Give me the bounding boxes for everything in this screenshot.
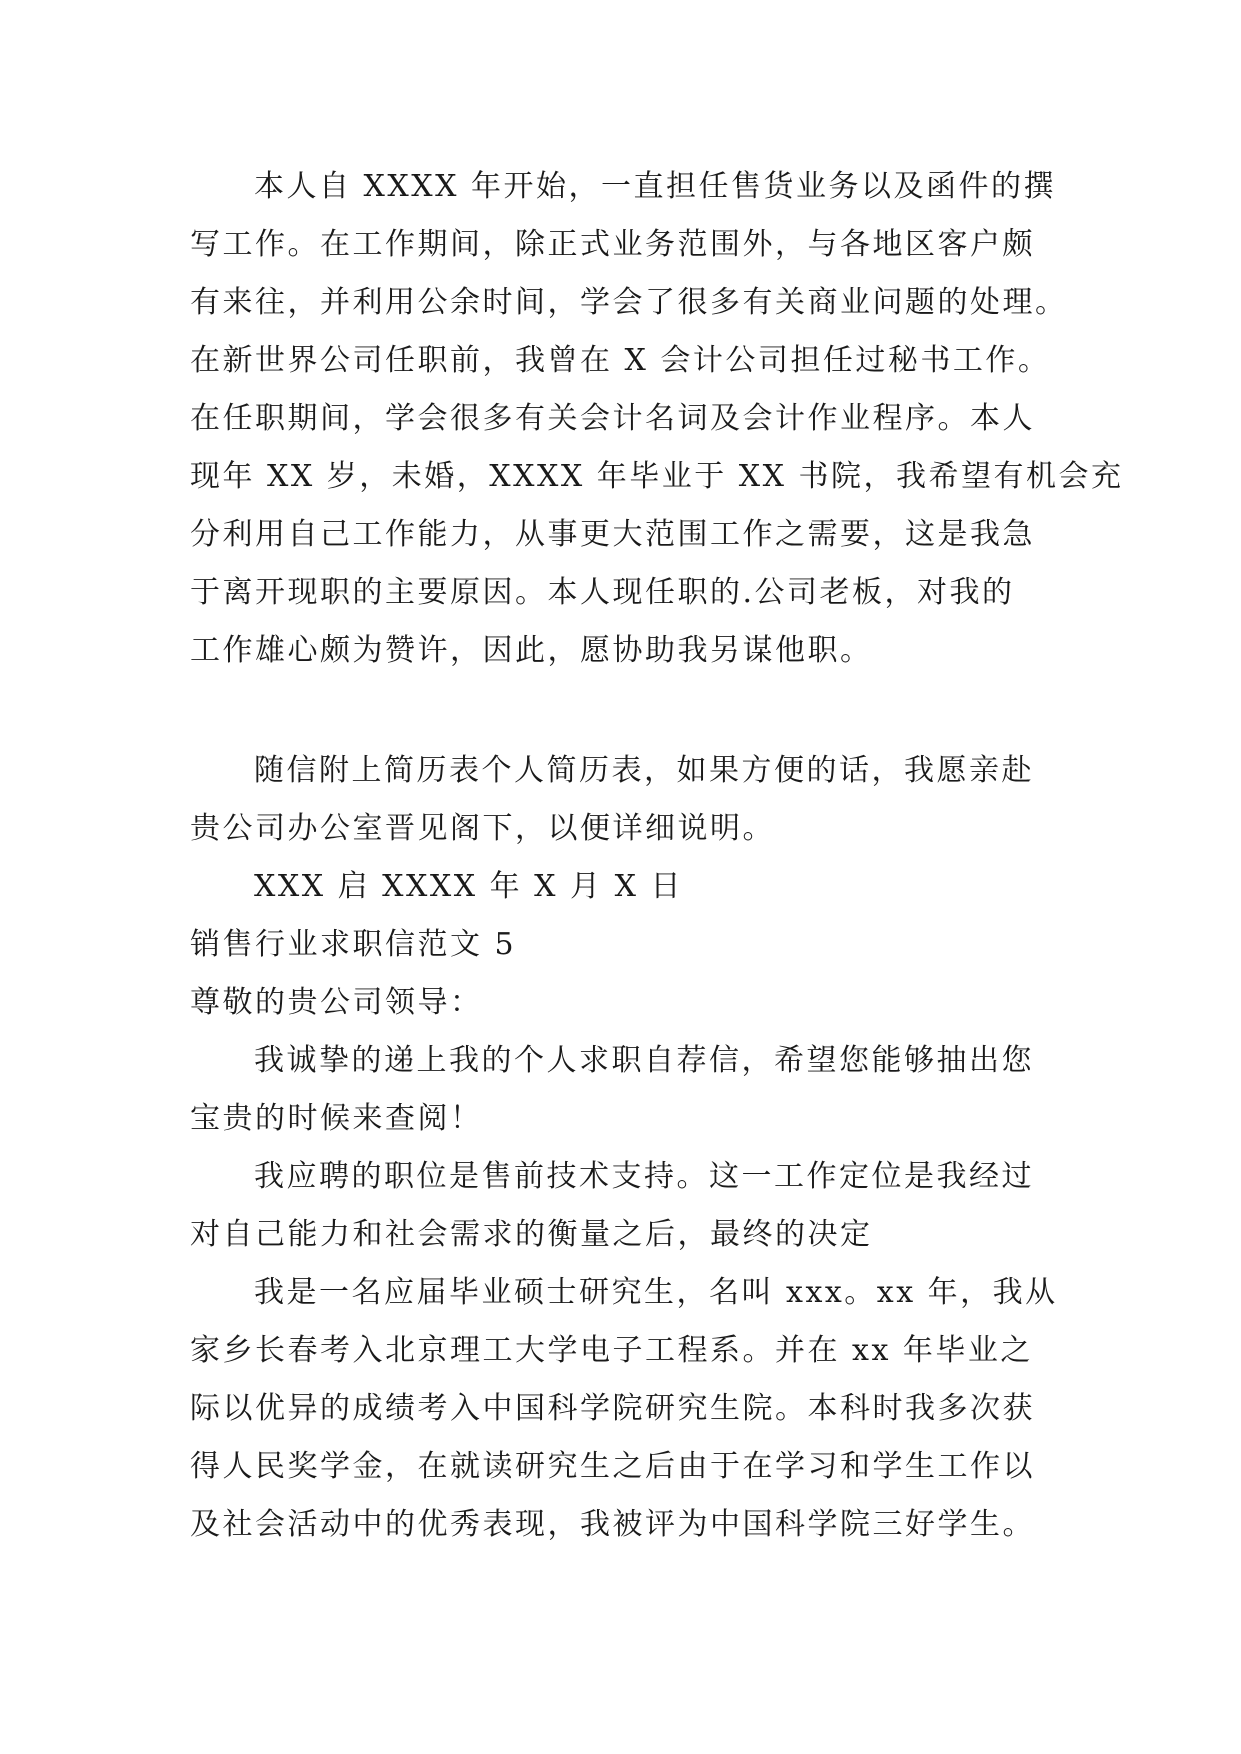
text-line: 及社会活动中的优秀表现，我被评为中国科学院三好学生。 <box>190 1507 1035 1542</box>
paragraph-1 <box>190 158 1124 680</box>
text-line: 我应聘的职位是售前技术支持。这一工作定位是我经过 <box>254 1159 1034 1194</box>
salutation: 尊敬的贵公司领导： <box>190 985 483 1020</box>
text-line: 写工作。在工作期间，除正式业务范围外，与各地区客户颇 <box>190 227 1035 262</box>
text-line: 现年 XX 岁，未婚，XXXX 年毕业于 XX 书院，我希望有机会充 <box>190 459 1124 494</box>
paragraph-4 <box>190 1148 1070 1264</box>
text-line: 得人民奖学金，在就读研究生之后由于在学习和学生工作以 <box>190 1449 1035 1484</box>
text-line: 有来往，并利用公余时间，学会了很多有关商业问题的处理。 <box>190 285 1068 320</box>
section-title: 销售行业求职信范文 5 <box>190 927 517 962</box>
text-line: 随信附上简历表个人简历表，如果方便的话，我愿亲赴 <box>254 753 1034 788</box>
text-line: 工作雄心颇为赞许，因此，愿协助我另谋他职。 <box>190 633 873 668</box>
signature-line: XXX 启 XXXX 年 X 月 X 日 <box>254 869 683 904</box>
text-line: 对自己能力和社会需求的衡量之后，最终的决定 <box>190 1217 873 1252</box>
text-line: 我诚挚的递上我的个人求职自荐信，希望您能够抽出您 <box>254 1043 1034 1078</box>
text-line: 宝贵的时候来查阅！ <box>190 1101 483 1136</box>
text-line: 于离开现职的主要原因。本人现任职的.公司老板，对我的 <box>190 575 1015 610</box>
text-line: 家乡长春考入北京理工大学电子工程系。并在 xx 年毕业之 <box>190 1333 1033 1368</box>
paragraph-3 <box>190 1032 1070 1148</box>
paragraph-2 <box>190 742 1070 858</box>
document-body <box>190 158 1124 1554</box>
text-line: 在新世界公司任职前，我曾在 X 会计公司担任过秘书工作。 <box>190 343 1051 378</box>
text-line: 本人自 XXXX 年开始，一直担任售货业务以及函件的撰 <box>254 169 1057 204</box>
text-line: 分利用自己工作能力，从事更大范围工作之需要，这是我急 <box>190 517 1035 552</box>
text-line: 贵公司办公室晋见阁下，以便详细说明。 <box>190 811 775 846</box>
text-line: 在任职期间，学会很多有关会计名词及会计作业程序。本人 <box>190 401 1035 436</box>
text-line: 际以优异的成绩考入中国科学院研究生院。本科时我多次获 <box>190 1391 1035 1426</box>
text-line: 我是一名应届毕业硕士研究生，名叫 xxx。xx 年，我从 <box>254 1275 1058 1310</box>
paragraph-spacer <box>190 680 1070 738</box>
paragraph-5 <box>190 1264 1070 1554</box>
